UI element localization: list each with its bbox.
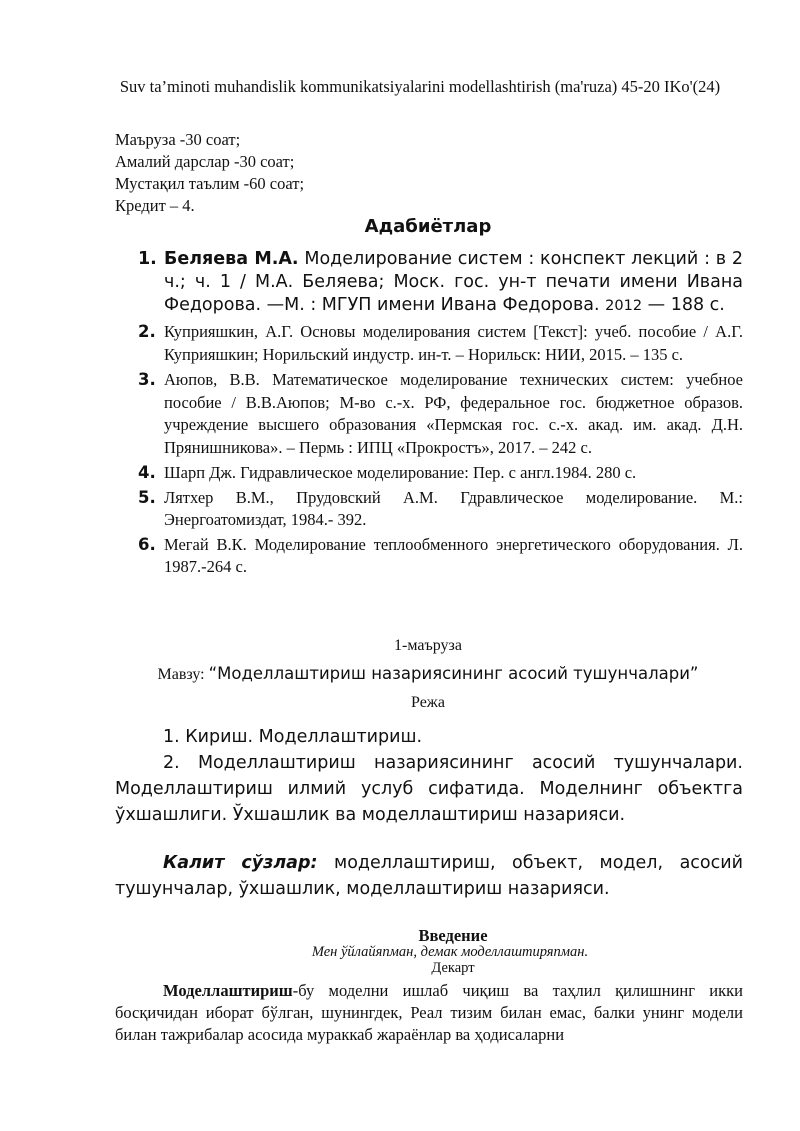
reference-number: 4. (138, 463, 156, 482)
defined-term: Моделлаштириш (163, 981, 293, 1000)
reference-number: 5. (138, 487, 156, 507)
course-hours-block (115, 129, 304, 217)
definition-text: -бу моделни ишлаб чиқиш ва таҳлил қилишнинг икки босқичидан иборат бўлган, шунингдек, Реал тизим билан емас, балки унинг модели билан тажрибалар асосида мураккаб жараёнлар ва ҳодисаларни (115, 981, 743, 1044)
epigraph-quote: Мен ўйлайяпман, демак моделлаштиряпман. (311, 944, 589, 960)
document-header-title: Suv ta’minoti muhandislik kommunikatsiyalarini modellashtirish (ma'ruza) 45-20 IKo'(24) (119, 77, 721, 96)
practice-hours-line: Амалий дарслар -30 соат; (115, 152, 295, 171)
introduction-title: Введение (418, 926, 488, 945)
reference-number: 6. (138, 534, 156, 554)
reference-year: 2012 (605, 298, 643, 314)
keywords-paragraph (115, 850, 743, 902)
lecture-plan (115, 724, 743, 828)
reference-text: Мегай В.К. Моделирование теплообменного энергетического оборудования. Л. 1987.-264 с. (164, 534, 743, 576)
self-study-hours-line: Мустақил таълим -60 соат; (115, 174, 305, 193)
keywords-label: Калит сўзлар: (163, 853, 318, 873)
plan-item: 2. Моделлаштириш назариясининг асосий тушунчалари. Моделлаштириш илмий услуб сифатида. Моделнинг объектга ўхшашлиги. Ўхшашлик ва моделлаштириш назарияси. (115, 753, 743, 825)
reference-item (138, 369, 743, 459)
lecture-number: 1-маъруза (394, 637, 462, 654)
reference-author: Беляева М.А. (164, 249, 299, 269)
plan-item: 1. Кириш. Моделлаштириш. (163, 727, 423, 747)
lecture-topic (0, 664, 800, 684)
keywords-text: моделлаштириш, объект, модел, асосий тушунчалар, ўхшашлик, моделлаштириш назарияси. (115, 853, 743, 899)
reference-item (138, 248, 743, 318)
reference-tail: — 188 с. (642, 295, 725, 315)
reference-text: Куприяшкин, А.Г. Основы моделирования систем [Текст]: учеб. пособие / А.Г. Куприяшкин; Норильский индустр. ин-т. – Норильск: НИИ, 2015. – 135 с. (164, 322, 743, 364)
topic-text: “Моделлаштириш назариясининг асосий тушунчалари” (208, 664, 699, 683)
reference-number: 1. (138, 249, 157, 269)
reference-text: Шарп Дж. Гидравлическое моделирование: Пер. с англ.1984. 280 с. (164, 463, 637, 482)
lecture-hours-line: Маъруза -30 соат; (115, 130, 241, 149)
reference-text: Аюпов, В.В. Математическое моделирование технических систем: учебное пособие / В.В.Аюпов; М-во с.-х. РФ, федеральное гос. бюджетное образов. учреждение высшего образования «Пермская гос. с.-х. акад. им. акад. Д.Н. Прянишникова». – Пермь : ИПЦ «Прокростъ», 2017. – 242 с. (164, 370, 743, 457)
reference-item (138, 321, 743, 366)
introduction-paragraph (115, 980, 743, 1046)
reference-text: Лятхер В.М., Прудовский А.М. Гдравлическое моделирование. М.: Энергоатомиздат, 1984.- 392. (164, 487, 743, 529)
epigraph-author: Декарт (431, 960, 475, 976)
reference-text (164, 248, 743, 318)
topic-label: Мавзу: (157, 666, 209, 683)
reference-item (138, 534, 743, 579)
references-heading: Адабиётлар (364, 216, 492, 237)
plan-heading: Режа (411, 694, 445, 711)
reference-number: 2. (138, 322, 156, 341)
reference-body: Моделирование систем : конспект лекций : в 2 ч.; ч. 1 / М.А. Беляева; Моск. гос. ун-т печати имени Ивана Федорова. —М. : МГУП имени Ивана Федорова. (164, 249, 743, 315)
reference-item (138, 487, 743, 532)
credit-line: Кредит – 4. (115, 196, 195, 215)
reference-item (138, 462, 743, 485)
references-list (138, 248, 743, 579)
reference-number: 3. (138, 370, 156, 389)
